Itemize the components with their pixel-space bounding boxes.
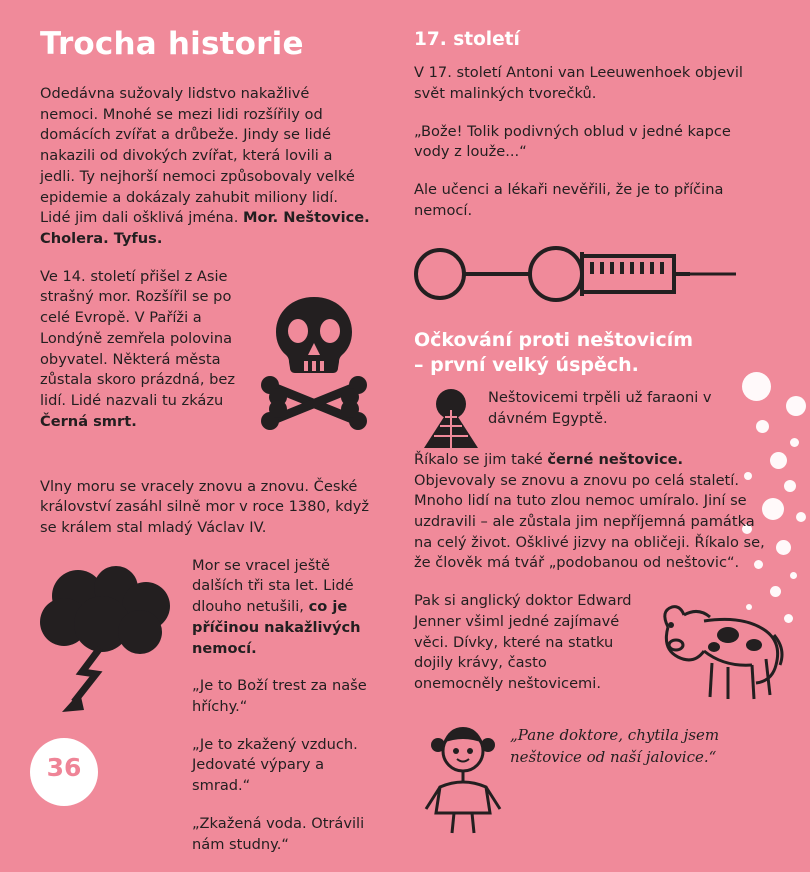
- decorative-bubble: [790, 572, 797, 579]
- decorative-bubble: [786, 396, 806, 416]
- heading-17th-century: 17. století: [414, 29, 520, 50]
- decorative-bubble: [770, 452, 787, 469]
- quote-gods-punishment: „Je to Boží trest za naše hříchy.“: [192, 677, 367, 715]
- paragraph-pharaohs: Neštovicemi trpěli už faraoni v dávném Egyptě.: [488, 388, 712, 427]
- page-title: Trocha historie: [40, 26, 304, 62]
- syringe-icon: [414, 244, 744, 304]
- heading-vaccination: [414, 328, 770, 377]
- paragraph-diseases: [40, 84, 370, 250]
- left-column: [40, 26, 370, 872]
- paragraph-diseases-text: Odedávna sužovaly lidstvo nakažlivé nemoci. Mnohé se mezi lidi rozšířily od domácích zvířat a drůbeže. Jindy se lidé nakazili od divokých zvířat, která lovili a jedli. Ty nejhorší nemoci způsobovaly velké epidemie a dokázaly zahubit miliony lidí. Lidé jim dali ošklivá jména.: [40, 85, 355, 227]
- quote-drop-of-water: „Bože! Tolik podivných oblud v jedné kapce vody z louže...“: [414, 122, 731, 161]
- paragraph-jenner: Pak si anglický doktor Edward Jenner všiml jedné zajímavé věci. Dívky, které na statku dojily krávy, často onemocněly neštovicemi.: [414, 592, 632, 692]
- paragraph-unknown-cause-term: co je příčinou nakažlivých nemocí.: [192, 598, 361, 657]
- quote-bad-air: „Je to zkažený vzduch. Jedovaté výpary a smrad.“: [192, 735, 358, 795]
- heading-vaccination-line1: Očkování proti neštovicím: [414, 329, 694, 352]
- paragraph-leeuwenhoek: V 17. století Antoni van Leeuwenhoek objevil svět malinkých tvorečků.: [414, 64, 743, 102]
- pyramid-with-sun-icon: [422, 388, 480, 450]
- quote-bad-water: „Zkažená voda. Otrávili nám studny.“: [192, 814, 365, 853]
- heading-vaccination-line2: – první velký úspěch.: [414, 354, 639, 377]
- paragraph-diseases-names: Mor. Neštovice. Cholera. Tyfus.: [40, 209, 370, 248]
- paragraph-unknown-cause-text: Mor se vracel ještě dalších tři sta let. Lidé dlouho netušili,: [192, 556, 354, 616]
- decorative-bubble: [790, 438, 799, 447]
- egypt-section: [414, 388, 770, 450]
- page-number: 36: [30, 738, 98, 806]
- decorative-bubble: [776, 540, 791, 555]
- decorative-bubble: [796, 512, 806, 522]
- causes-section: [40, 556, 370, 856]
- paragraph-unknown-cause: [192, 556, 370, 660]
- paragraph-black-death-term: Černá smrt.: [40, 412, 137, 430]
- paragraph-black-death: [40, 267, 260, 433]
- plague-section: [40, 267, 370, 433]
- jenner-section: [414, 591, 770, 721]
- decorative-bubble: [770, 586, 781, 597]
- paragraph-black-pox-term: černé neštovice.: [547, 450, 684, 468]
- paragraph-black-pox: [414, 450, 770, 574]
- girl-icon: [420, 725, 506, 837]
- paragraph-black-pox-rest: Objevovaly se znovu a znovu po celá staletí. Mnoho lidí na tuto zlou nemoc umíralo. Jiní se uzdravili – ale zůstala jim nepříjemná památka na celý život. Ošklivé jizvy na obličeji. Říkalo se, že člověk má tvář „podobanou od neštovic“.: [414, 471, 765, 572]
- paragraph-plague-waves: Vlny moru se vracely znovu a znovu. České království zasáhl silně mor v roce 1380, když se králem stal mladý Václav IV.: [40, 477, 370, 536]
- egypt-text-block: [488, 388, 770, 429]
- paragraph-scholars-disbelief: Ale učenci a lékaři nevěřili, že je to příčina nemocí.: [414, 181, 724, 219]
- decorative-bubble: [784, 614, 793, 623]
- skull-and-bones-icon: [252, 295, 376, 435]
- quote-milkmaid: „Pane doktore, chytila jsem neštovice od naší jalovice.“: [510, 726, 720, 766]
- causes-text-block: [192, 556, 370, 856]
- jenner-text-block: [414, 591, 632, 695]
- decorative-bubble: [784, 480, 796, 492]
- milkmaid-quote-section: [414, 725, 770, 835]
- paragraph-black-death-text: Ve 14. století přišel z Asie strašný mor. Rozšířil se po celé Evropě. V Paříži a Londýně zemřela polovina obyvatel. Některá města zůstala skoro prázdná, bez lidí. Lidé nazvali tu zkázu: [40, 267, 236, 410]
- right-column: [414, 28, 770, 835]
- storm-cloud-with-lightning-icon: [36, 560, 186, 720]
- paragraph-black-pox-intro: Říkalo se jim také: [414, 450, 548, 468]
- spotted-cow-icon: [654, 601, 784, 713]
